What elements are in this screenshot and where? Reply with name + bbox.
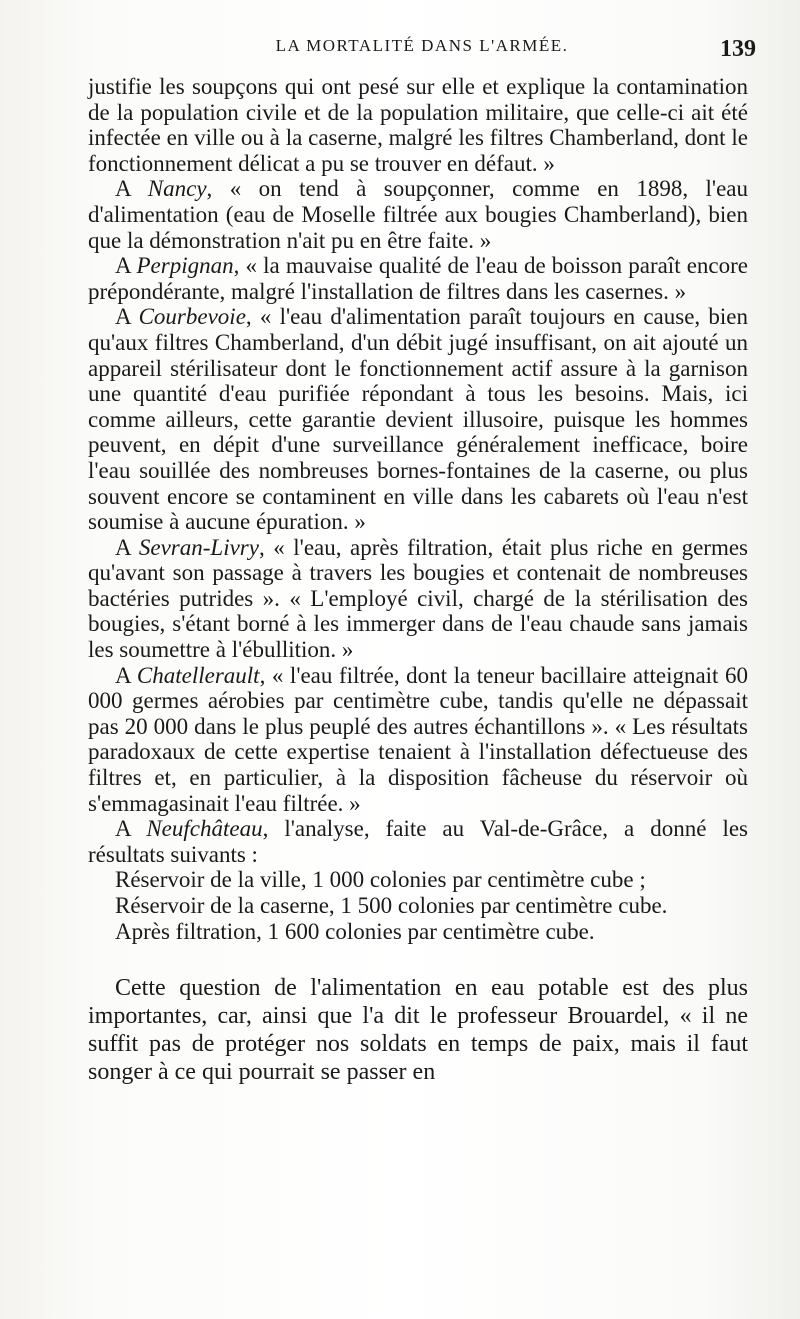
place-name: Courbevoie (138, 304, 246, 330)
place-name: Neufchâteau (146, 816, 263, 842)
closing-paragraph: Cette question de l'alimentation en eau potable est des plus importantes, car, ainsi que l'a dit le professeur Brouardel, « il ne suffit pas de protéger nos soldats en temps de paix, mais il faut songer à ce qui pourrait se passer en (88, 975, 748, 1086)
page-header (88, 36, 756, 66)
place-name: Chatellerault (136, 662, 260, 688)
paragraph-nancy: A Nancy, « on tend à soupçonner, comme en 1898, l'eau d'alimentation (eau de Moselle filtrée aux bougies Chamberland), bien que la démonstration n'ait pu en être faite. » (88, 176, 748, 253)
result-item: Réservoir de la ville, 1 000 colonies par centimètre cube ; (115, 867, 646, 893)
page-body (88, 74, 748, 1086)
paragraph-perpignan: A Perpignan, « la mauvaise qualité de l'eau de boisson paraît encore prépondérante, malgré l'installation de filtres dans les casernes. » (88, 253, 749, 304)
running-title: LA MORTALITÉ DANS L'ARMÉE. (275, 36, 569, 55)
place-name: Nancy (147, 176, 207, 202)
result-item: Réservoir de la caserne, 1 500 colonies par centimètre cube. (115, 893, 668, 918)
page-number: 139 (720, 36, 756, 62)
paragraph-neufchateau: A Neufchâteau, l'analyse, faite au Val-de-Grâce, a donné les résultats suivants : (88, 816, 748, 867)
result-item: Après filtration, 1 600 colonies par centimètre cube. (115, 918, 595, 944)
place-name: Perpignan (136, 253, 234, 279)
paragraph: justifie les soupçons qui ont pesé sur elle et explique la contamination de la population civile et de la population militaire, que celle-ci ait été infectée en ville ou à la caserne, malgré les filtres Chamberland, dont le fonctionnement délicat a pu se trouver en défaut. » (88, 74, 748, 176)
results-list (88, 867, 748, 944)
paragraph-chatellerault: A Chatellerault, « l'eau filtrée, dont la teneur bacillaire atteignait 60 000 germes aérobies par centimètre cube, tandis qu'elle ne dépassait pas 20 000 dans le plus peuplé des autres échantillons ». « Les résultats paradoxaux de cette expertise tenaient à l'installation défectueuse des filtres et, en particulier, à la disposition fâcheuse du réservoir où s'emmagasinait l'eau filtrée. » (88, 662, 748, 816)
paragraph-sevran-livry: A Sevran-Livry, « l'eau, après filtration, était plus riche en germes qu'avant son passage à travers les bougies et contenait de nombreuses bactéries putrides ». « L'employé civil, chargé de la stérilisation des bougies, s'étant borné à les immerger dans de l'eau chaude sans jamais les soumettre à l'ébullition. » (88, 534, 749, 663)
place-name: Sevran-Livry (138, 534, 259, 560)
paragraph-courbevoie: A Courbevoie, « l'eau d'alimentation paraît toujours en cause, bien qu'aux filtres Chamberland, d'un débit jugé insuffisant, on ait ajouté un appareil stérilisateur dont le fonctionnement actif assure à la garnison une quantité d'eau purifiée répondant à tous les besoins. Mais, ici comme ailleurs, cette garantie devient illusoire, puisque les hommes peuvent, en dépit d'une surveillance généralement inefficace, boire l'eau souillée des nombreuses bornes-fontaines de la caserne, ou plus souvent encore se contaminent en ville dans les cabarets où l'eau n'est soumise à aucune épuration. » (88, 304, 749, 535)
